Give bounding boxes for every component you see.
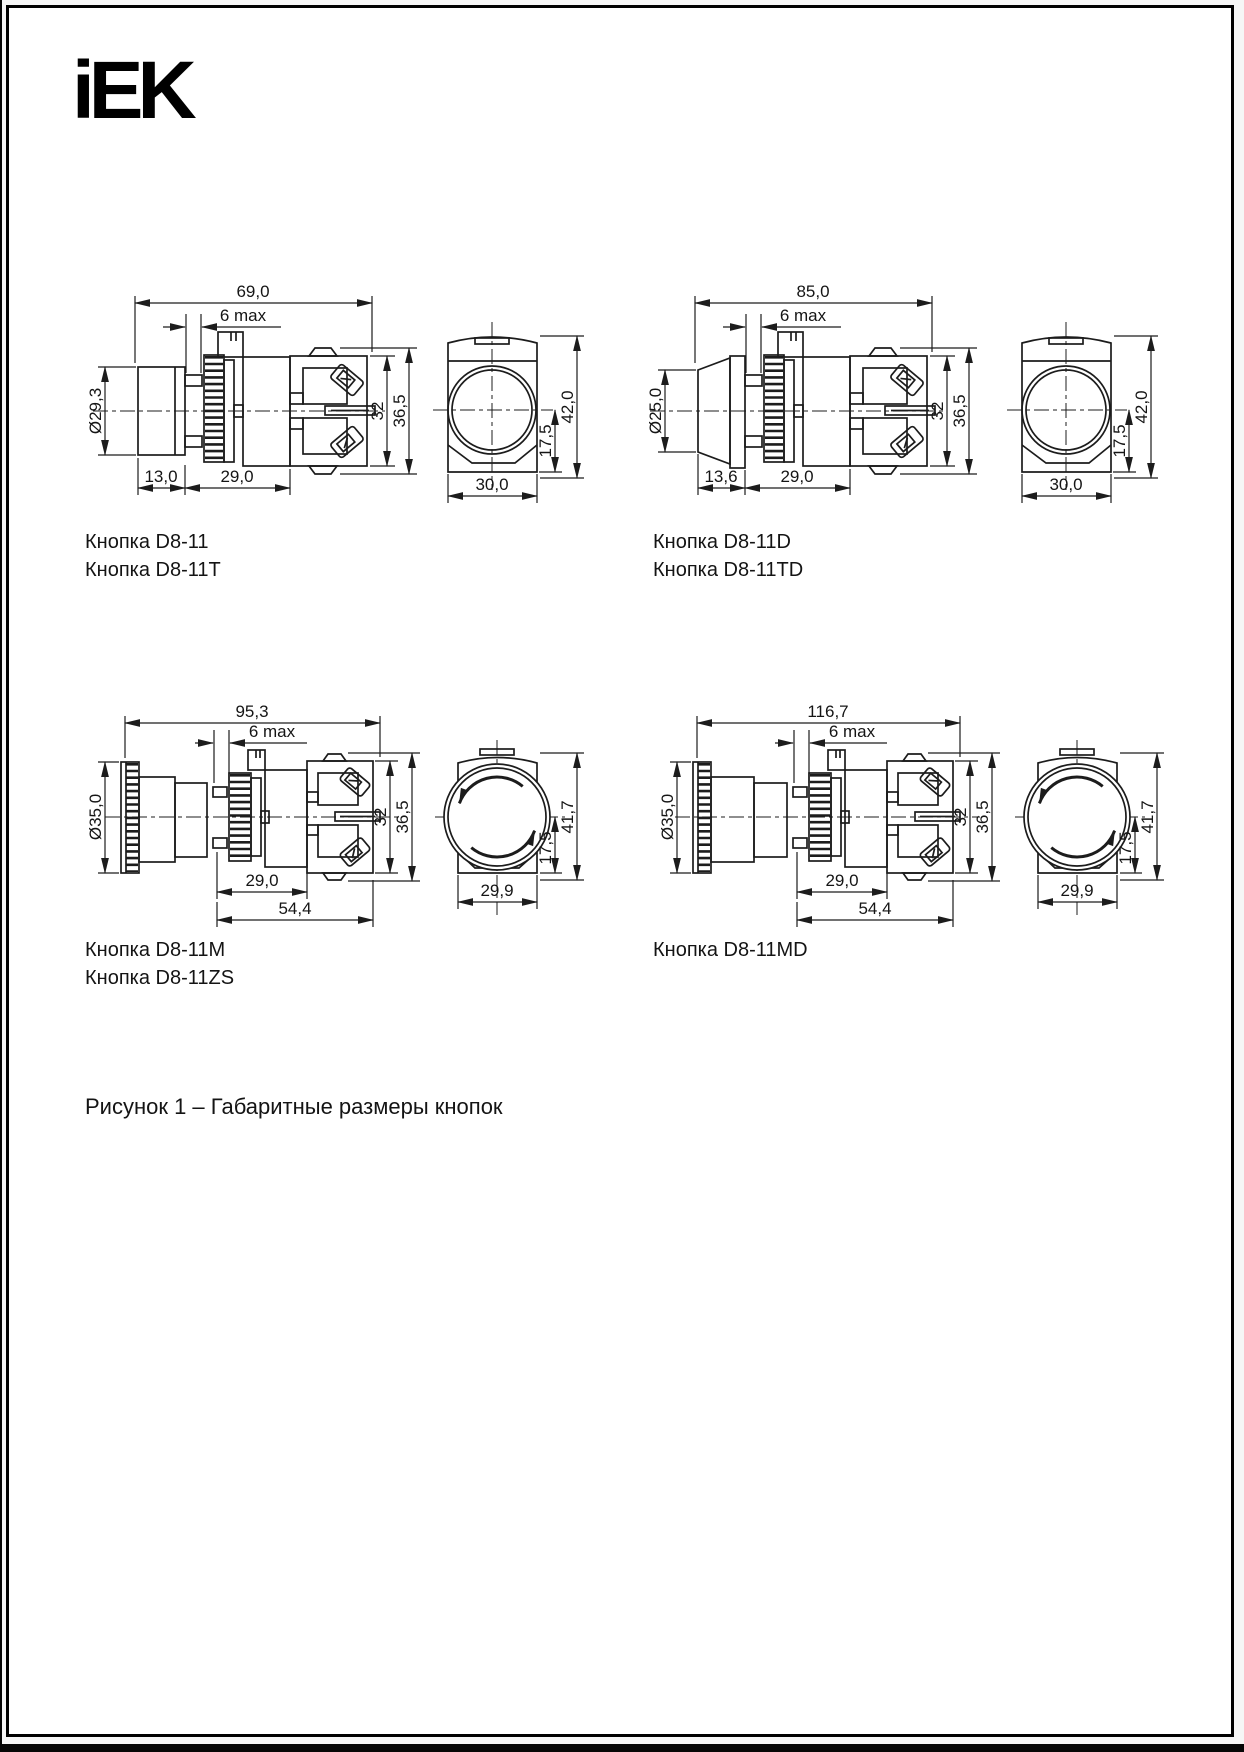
dim-front-height: 41,7 bbox=[558, 800, 577, 834]
side-view bbox=[93, 332, 385, 474]
dim-overall: 85,0 bbox=[796, 282, 830, 301]
dim-front-width: 30,0 bbox=[475, 475, 509, 494]
figure-label-d8-11d bbox=[653, 528, 803, 584]
dim-mount-height: 36,5 bbox=[390, 394, 409, 428]
iek-logo: iEK bbox=[72, 45, 191, 136]
dim-diameter: Ø35,0 bbox=[86, 793, 105, 841]
front-view bbox=[1007, 322, 1127, 490]
dim-front-height: 42,0 bbox=[558, 390, 577, 424]
dim-body-length: 29,0 bbox=[245, 871, 279, 890]
dim-front-width: 30,0 bbox=[1049, 475, 1083, 494]
dim-body-length: 29,0 bbox=[780, 467, 814, 486]
terminal-screw-bottom bbox=[919, 837, 951, 867]
figure-label-line: Кнопка D8-11ZS bbox=[85, 967, 235, 989]
figure-label-line: Кнопка D8-11TD bbox=[653, 559, 804, 581]
dim-front-lower: 17,5 bbox=[1110, 424, 1129, 458]
figure-label-line: Кнопка D8-11MD bbox=[653, 939, 808, 961]
drawing-d8-11m bbox=[85, 680, 610, 980]
dim-body-length: 29,0 bbox=[220, 467, 254, 486]
dim-mech-length: 54,4 bbox=[278, 899, 312, 918]
dim-overall: 116,7 bbox=[807, 702, 849, 721]
scan-edge-left bbox=[0, 0, 2, 1752]
dim-head-length: 13,6 bbox=[704, 467, 738, 486]
dim-diameter: Ø25,0 bbox=[646, 387, 665, 435]
figure-label-line: Кнопка D8-11D bbox=[653, 531, 791, 553]
figure-label-d8-11md bbox=[653, 936, 808, 964]
dim-mech-length: 54,4 bbox=[858, 899, 892, 918]
side-dimensions bbox=[86, 702, 420, 927]
dim-travel: 6 max bbox=[248, 722, 296, 741]
terminal-screw-bottom bbox=[339, 837, 371, 867]
dim-front-width: 29,9 bbox=[480, 881, 514, 900]
figure-label-line: Кнопка D8-11M bbox=[85, 939, 226, 961]
dim-overall: 69,0 bbox=[236, 282, 270, 301]
dim-travel: 6 max bbox=[779, 306, 827, 325]
dim-mount-height: 36,5 bbox=[950, 394, 969, 428]
dim-diameter: Ø35,0 bbox=[658, 793, 677, 841]
figure-label-line: Кнопка D8-11T bbox=[85, 559, 221, 581]
terminal-screw-top bbox=[919, 767, 951, 797]
scan-edge-bottom bbox=[0, 1744, 1244, 1752]
side-view bbox=[105, 750, 400, 880]
dim-head-length: 13,0 bbox=[144, 467, 178, 486]
dim-contact-height: 32 bbox=[951, 807, 970, 827]
front-view bbox=[433, 322, 553, 490]
dim-body-length: 29,0 bbox=[825, 871, 859, 890]
dim-front-lower: 17,5 bbox=[536, 424, 555, 458]
figure-label-d8-11m bbox=[85, 936, 234, 992]
dim-contact-height: 32 bbox=[928, 401, 947, 421]
figure-label-line: Кнопка D8-11 bbox=[85, 531, 209, 553]
dim-contact-height: 32 bbox=[368, 401, 387, 421]
dim-mount-height: 36,5 bbox=[393, 800, 412, 834]
dim-mount-height: 36,5 bbox=[973, 800, 992, 834]
dim-travel: 6 max bbox=[828, 722, 876, 741]
dim-overall: 95,3 bbox=[235, 702, 269, 721]
figure-caption: Рисунок 1 – Габаритные размеры кнопок bbox=[85, 1094, 503, 1119]
drawing-d8-11 bbox=[85, 248, 590, 526]
dim-front-lower: 17,5 bbox=[1116, 831, 1135, 865]
side-view bbox=[650, 332, 945, 474]
dim-diameter: Ø29,3 bbox=[86, 387, 105, 435]
dim-front-width: 29,9 bbox=[1060, 881, 1094, 900]
dim-travel: 6 max bbox=[219, 306, 267, 325]
dim-contact-height: 32 bbox=[371, 807, 390, 827]
terminal-screw-top bbox=[339, 767, 371, 797]
dim-front-height: 42,0 bbox=[1132, 390, 1151, 424]
dim-front-height: 41,7 bbox=[1138, 800, 1157, 834]
drawing-d8-11d bbox=[590, 248, 1165, 526]
drawing-d8-11md bbox=[610, 680, 1170, 980]
figure-label-d8-11 bbox=[85, 528, 221, 584]
dim-front-lower: 17,5 bbox=[536, 831, 555, 865]
side-view bbox=[675, 750, 980, 880]
